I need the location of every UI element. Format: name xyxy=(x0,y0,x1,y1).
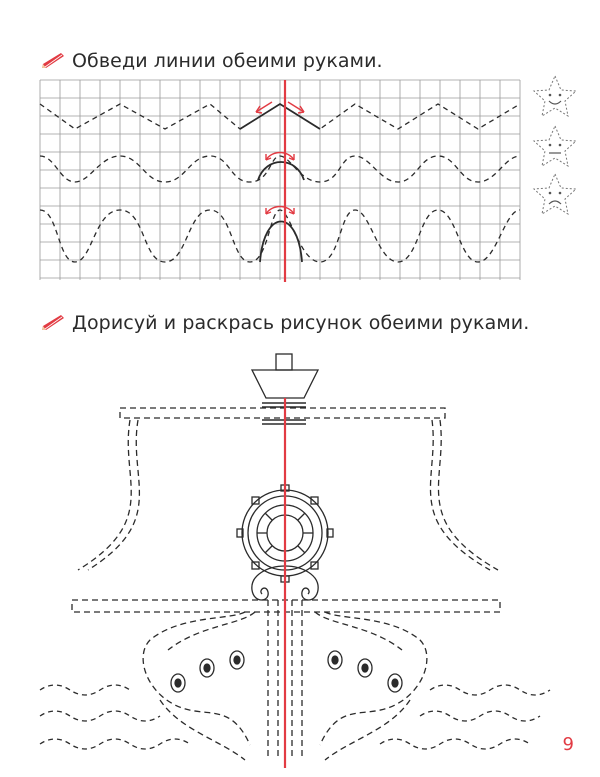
instruction-text: Обведи линии обеими руками. xyxy=(72,50,383,72)
instruction-complete-picture xyxy=(40,312,529,334)
instruction-text: Дорисуй и раскрась рисунок обеими руками. xyxy=(72,312,530,334)
rating-stars xyxy=(534,76,576,214)
neutral-star-icon[interactable] xyxy=(534,126,576,166)
tracing-grid xyxy=(40,80,520,280)
page-number: 9 xyxy=(562,734,574,755)
ship-drawing xyxy=(40,354,550,760)
pencil-icon xyxy=(40,314,66,332)
tentacle-suckers xyxy=(171,651,402,692)
sad-star-icon[interactable] xyxy=(534,174,576,214)
happy-star-icon[interactable] xyxy=(534,76,576,116)
sea-waves[interactable] xyxy=(40,685,550,749)
